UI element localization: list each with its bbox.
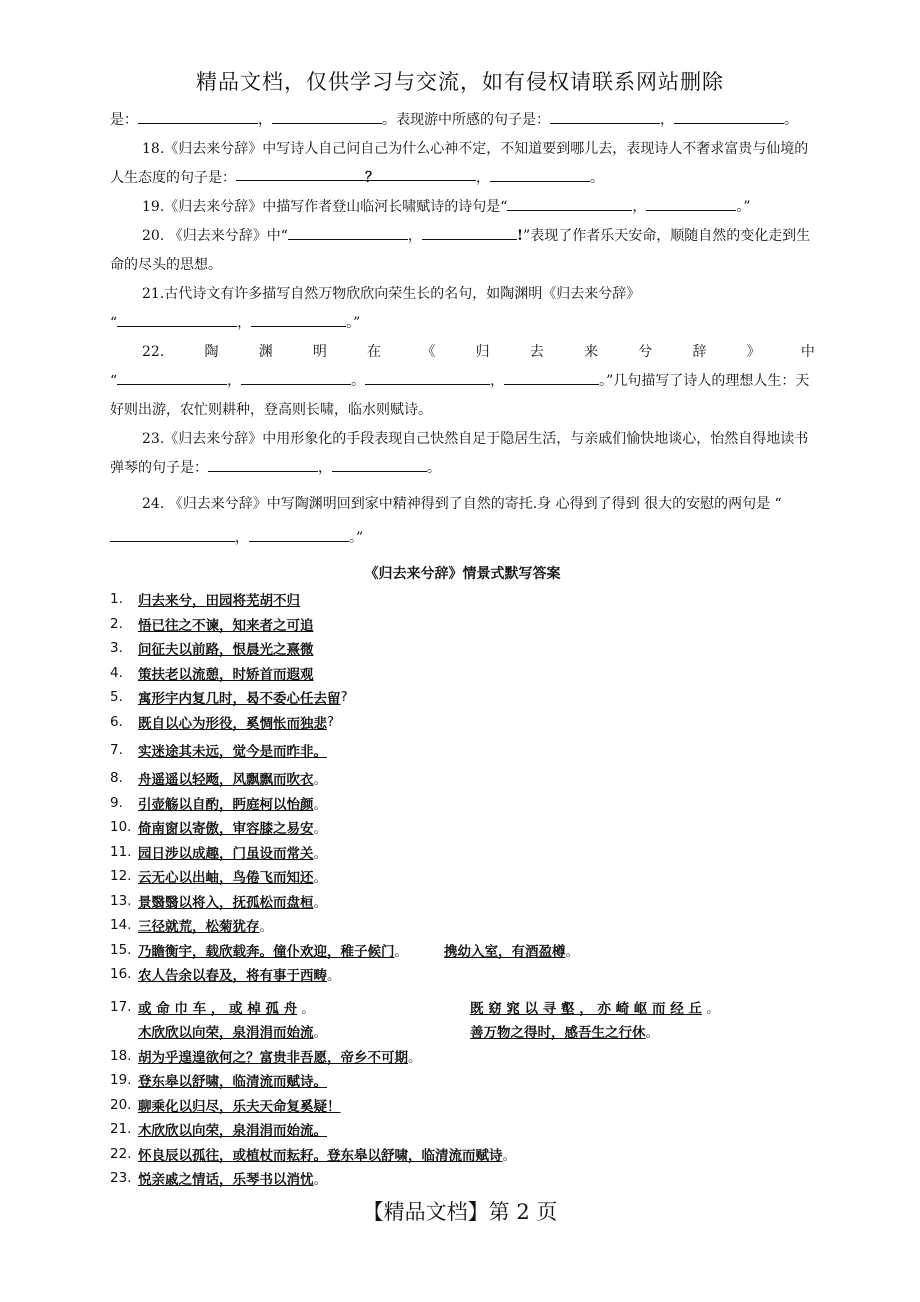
q17-text-a: 是： bbox=[110, 112, 138, 128]
answer-tail: ? bbox=[340, 689, 348, 706]
answer-item-17-line2 bbox=[110, 1019, 815, 1044]
blank[interactable] bbox=[272, 107, 382, 124]
answer-tail: 。 bbox=[313, 1025, 327, 1042]
q20-text-c: ! bbox=[516, 228, 524, 244]
q22-word: 归 bbox=[475, 344, 490, 360]
q18-text-b: ， bbox=[476, 170, 490, 186]
answer-number: 12. bbox=[110, 868, 132, 885]
answer-number: 7. bbox=[110, 742, 123, 758]
question-22-line2 bbox=[110, 367, 815, 425]
answer-item bbox=[110, 840, 815, 865]
answer-tail: 。 bbox=[313, 772, 327, 789]
q23-text: 23.《归去来兮辞》中用形象化的手段表现自己快然自足于隐居生活，与亲戚们愉快地谈心，怡然自得地读书弹琴的句子是： bbox=[110, 431, 809, 476]
answer-number: 9. bbox=[110, 794, 123, 811]
answer-item bbox=[110, 685, 815, 710]
answer-number: 1. bbox=[110, 591, 123, 608]
answer-text: 既 窈 窕 以 寻 壑 ， 亦 崎 岖 而 经 丘 bbox=[470, 1000, 702, 1017]
q22-word: 》 bbox=[746, 344, 761, 360]
q22-text-e: 。”几句描写了诗人的理想人生：天好则出游，农忙则耕种，登高则长啸，临水则赋诗。 bbox=[110, 373, 810, 418]
answer-text: 登东皋以舒啸，临清流而赋诗。 bbox=[138, 1074, 327, 1091]
answer-tail: 。 bbox=[313, 796, 327, 813]
answer-tail: 。 bbox=[313, 1172, 327, 1189]
q22-word: 渊 bbox=[258, 344, 273, 360]
blank[interactable] bbox=[288, 223, 408, 240]
answer-item bbox=[110, 962, 815, 987]
answer-item-17 bbox=[110, 995, 815, 1020]
page-content bbox=[110, 106, 815, 1191]
answer-tail: 。 bbox=[327, 968, 341, 985]
q22-text-a: “ bbox=[110, 373, 118, 389]
answer-item bbox=[110, 938, 815, 963]
q21-text-a: “ bbox=[110, 315, 118, 331]
q22-word: 辞 bbox=[692, 344, 707, 360]
blank[interactable] bbox=[208, 455, 318, 472]
q17-text-c: 。表现游中所感的句子是： bbox=[382, 112, 550, 128]
blank[interactable] bbox=[507, 194, 632, 211]
answer-tail: 。 bbox=[259, 919, 273, 936]
q21-text-c: 。” bbox=[346, 315, 361, 331]
answer-item bbox=[110, 889, 815, 914]
question-21-line2 bbox=[110, 309, 815, 338]
answer-number: 6. bbox=[110, 713, 123, 730]
blank[interactable] bbox=[241, 368, 351, 385]
blank[interactable] bbox=[249, 525, 349, 542]
answer-text: 木欣欣以向荣，泉涓涓而始流。 bbox=[138, 1123, 327, 1140]
answer-tail: 。 bbox=[408, 1049, 422, 1066]
answer-item bbox=[110, 587, 815, 612]
answer-item bbox=[110, 1093, 815, 1118]
q24-text: 24. 《归去来兮辞》中写陶渊明回到家中精神得到了自然的寄托.身 心得到了得到 很大的安慰的两句是 “ bbox=[142, 496, 782, 512]
blank[interactable] bbox=[646, 194, 736, 211]
q22-text-b: ， bbox=[227, 373, 242, 389]
answer-item bbox=[110, 636, 815, 661]
q21-text: 21.古代诗文有许多描写自然万物欣欣向荣生长的名句，如陶渊明《归去来兮辞》 bbox=[142, 286, 641, 302]
answer-text: 胡为乎遑遑欲何之？富贵非吾愿，帝乡不可期 bbox=[138, 1049, 408, 1066]
answer-item bbox=[110, 766, 815, 791]
q21-text-b: ， bbox=[237, 315, 252, 331]
answer-item bbox=[110, 815, 815, 840]
answer-number: 4. bbox=[110, 664, 123, 681]
answer-item bbox=[110, 1068, 815, 1093]
answer-tail: 。 bbox=[297, 1000, 315, 1017]
answer-text: 既自以心为形役，奚惆怅而独悲 bbox=[138, 715, 327, 732]
answer-item bbox=[110, 791, 815, 816]
q22-word: 明 bbox=[312, 344, 327, 360]
question-23 bbox=[110, 425, 815, 483]
question-24 bbox=[110, 487, 815, 555]
answer-text: 云无心以出岫，鸟倦飞而知还 bbox=[138, 870, 314, 887]
answer-number: 20. bbox=[110, 1096, 132, 1113]
answer-item bbox=[110, 1117, 815, 1142]
blank[interactable] bbox=[490, 165, 590, 182]
blank[interactable] bbox=[117, 310, 237, 327]
answer-tail: 。 bbox=[502, 1147, 516, 1164]
answer-text: 策扶老以流憩，时矫首而遐观 bbox=[138, 666, 314, 683]
answer-item bbox=[110, 661, 815, 686]
answer-item bbox=[110, 1166, 815, 1191]
q20-text-d: ”表现了作者乐天安命，顺随自然的变化走到生命的尽头的思想。 bbox=[110, 228, 811, 273]
blank[interactable] bbox=[251, 310, 346, 327]
answer-text: 农人告余以春及，将有事于西畴 bbox=[138, 968, 327, 985]
answer-number: 2. bbox=[110, 615, 123, 632]
blank[interactable] bbox=[365, 368, 490, 385]
answer-text: 三径就荒，松菊犹存 bbox=[138, 919, 260, 936]
answer-number: 23. bbox=[110, 1170, 132, 1187]
q18-text-c: 。 bbox=[590, 170, 604, 186]
q22-word: 22. bbox=[142, 344, 165, 360]
q19-text: 19.《归去来兮辞》中描写作者登山临河长啸赋诗的诗句是“ bbox=[142, 199, 508, 215]
answer-text: 景翳翳以将入，抚孤松而盘桓 bbox=[138, 894, 314, 911]
answer-text: 怀良辰以孤往，或植杖而耘耔。登东皋以舒啸，临清流而赋诗 bbox=[138, 1147, 503, 1164]
blank[interactable] bbox=[236, 164, 476, 186]
answer-tail: 。 bbox=[701, 1000, 720, 1017]
answer-number: 16. bbox=[110, 966, 132, 983]
q22-text-d: ， bbox=[490, 373, 505, 389]
q24-text-c: 。” bbox=[349, 530, 364, 546]
blank[interactable] bbox=[138, 107, 258, 124]
question-22 bbox=[110, 338, 815, 367]
answer-item bbox=[110, 734, 815, 766]
answer-number: 3. bbox=[110, 640, 123, 657]
q20-text-a: 20. 《归去来兮辞》中“ bbox=[142, 228, 288, 244]
blank[interactable] bbox=[550, 107, 660, 124]
answer-tail: 。 bbox=[645, 1025, 659, 1042]
answer-number: 13. bbox=[110, 892, 132, 909]
q22-word: 中 bbox=[800, 344, 815, 360]
answer-text: 聊乘化以归尽，乐夫天命复奚疑！ bbox=[138, 1098, 341, 1115]
answer-text: 归去来兮，田园将芜胡不归 bbox=[138, 593, 300, 610]
answer-item bbox=[110, 1044, 815, 1069]
q23-text-c: 。 bbox=[427, 460, 441, 476]
question-17-tail bbox=[110, 106, 815, 135]
question-18 bbox=[110, 135, 815, 193]
q19-text-b: ， bbox=[632, 199, 647, 215]
blank[interactable] bbox=[110, 525, 235, 542]
answer-tail: 。 bbox=[394, 943, 408, 960]
blank[interactable] bbox=[422, 223, 517, 240]
q22-word: 在 bbox=[367, 344, 382, 360]
answer-number: 22. bbox=[110, 1145, 132, 1162]
q17-text-e: 。 bbox=[784, 112, 798, 128]
q19-text-c: 。” bbox=[736, 199, 751, 215]
q18-mark: ？ bbox=[365, 170, 379, 186]
q20-text-b: ， bbox=[407, 228, 422, 244]
answer-tail: 。 bbox=[313, 821, 327, 838]
q22-text-c: 。 bbox=[351, 373, 366, 389]
answer-tail: 。 bbox=[565, 943, 579, 960]
answer-text: 问征夫以前路，恨晨光之熹微 bbox=[138, 642, 314, 659]
page-header: 精品文档，仅供学习与交流，如有侵权请联系网站删除 bbox=[196, 70, 724, 94]
answer-number: 19. bbox=[110, 1072, 132, 1089]
q22-word: 兮 bbox=[638, 344, 653, 360]
answer-item bbox=[110, 710, 815, 735]
answer-text: 寓形宇内复几时，曷不委心任去留 bbox=[138, 691, 341, 708]
answer-tail: 。 bbox=[313, 845, 327, 862]
answer-tail: 。 bbox=[313, 894, 327, 911]
answer-tail: 。 bbox=[313, 870, 327, 887]
answer-item bbox=[110, 1142, 815, 1167]
question-19 bbox=[110, 193, 815, 222]
q17-text-d: ， bbox=[660, 112, 674, 128]
answer-text-extra: 携幼入室，有酒盈樽 bbox=[444, 943, 566, 960]
answer-text: 乃瞻衡宇，载欣载奔。僮仆欢迎，稚子候门 bbox=[138, 943, 395, 960]
answer-number: 10. bbox=[110, 819, 132, 836]
blank[interactable] bbox=[117, 368, 227, 385]
q18-text: 18.《归去来兮辞》中写诗人自己问自己为什么心神不定，不知道要到哪儿去，表现诗人不奢求富贵与仙境的人生态度的句子是： bbox=[110, 141, 809, 186]
answer-text: 实迷途其未远，觉今是而昨非。 bbox=[138, 744, 327, 760]
question-21 bbox=[110, 280, 815, 309]
answer-tail: ? bbox=[327, 713, 335, 730]
q17-text-b: ， bbox=[258, 112, 272, 128]
answer-text: 悟已往之不谏，知来者之可追 bbox=[138, 617, 314, 634]
answer-text: 或 命 巾 车 ， 或 棹 孤 舟 bbox=[138, 1000, 298, 1017]
answer-number: 18. bbox=[110, 1047, 132, 1064]
answer-number: 17. bbox=[110, 998, 132, 1015]
q24-text-b: ， bbox=[235, 530, 249, 546]
answer-number: 15. bbox=[110, 941, 132, 958]
page-footer: 【精品文档】第 2 页 bbox=[362, 1200, 558, 1224]
question-20 bbox=[110, 222, 815, 280]
q22-word: 《 bbox=[421, 344, 436, 360]
answer-item bbox=[110, 612, 815, 637]
blank[interactable] bbox=[674, 107, 784, 124]
answer-number: 21. bbox=[110, 1121, 132, 1138]
answer-item bbox=[110, 864, 815, 889]
answer-number: 5. bbox=[110, 689, 123, 706]
answer-text: 园日涉以成趣，门虽设而常关 bbox=[138, 845, 314, 862]
answer-text: 引壶觞以自酌，眄庭柯以怡颜 bbox=[138, 796, 314, 813]
answer-number: 8. bbox=[110, 770, 123, 787]
answer-text: 木欣欣以向荣，泉涓涓而始流 bbox=[138, 1025, 314, 1042]
answer-number: 14. bbox=[110, 917, 132, 934]
q22-word: 陶 bbox=[204, 344, 219, 360]
q22-word: 来 bbox=[584, 344, 599, 360]
answer-text: 舟遥遥以轻飏，风飘飘而吹衣 bbox=[138, 772, 314, 789]
blank[interactable] bbox=[332, 455, 427, 472]
answer-number: 11. bbox=[110, 843, 132, 860]
answer-text: 倚南窗以寄傲，审容膝之易安 bbox=[138, 821, 314, 838]
blank[interactable] bbox=[504, 368, 599, 385]
answer-title: 《归去来兮辞》情景式默写答案 bbox=[364, 566, 561, 582]
answer-text: 善万物之得时，感吾生之行休 bbox=[470, 1025, 646, 1042]
q23-text-b: ， bbox=[318, 460, 332, 476]
q22-word: 去 bbox=[529, 344, 544, 360]
answer-text: 悦亲戚之情话，乐琴书以消忧 bbox=[138, 1172, 314, 1189]
answer-item bbox=[110, 913, 815, 938]
answer-list bbox=[110, 587, 815, 1191]
